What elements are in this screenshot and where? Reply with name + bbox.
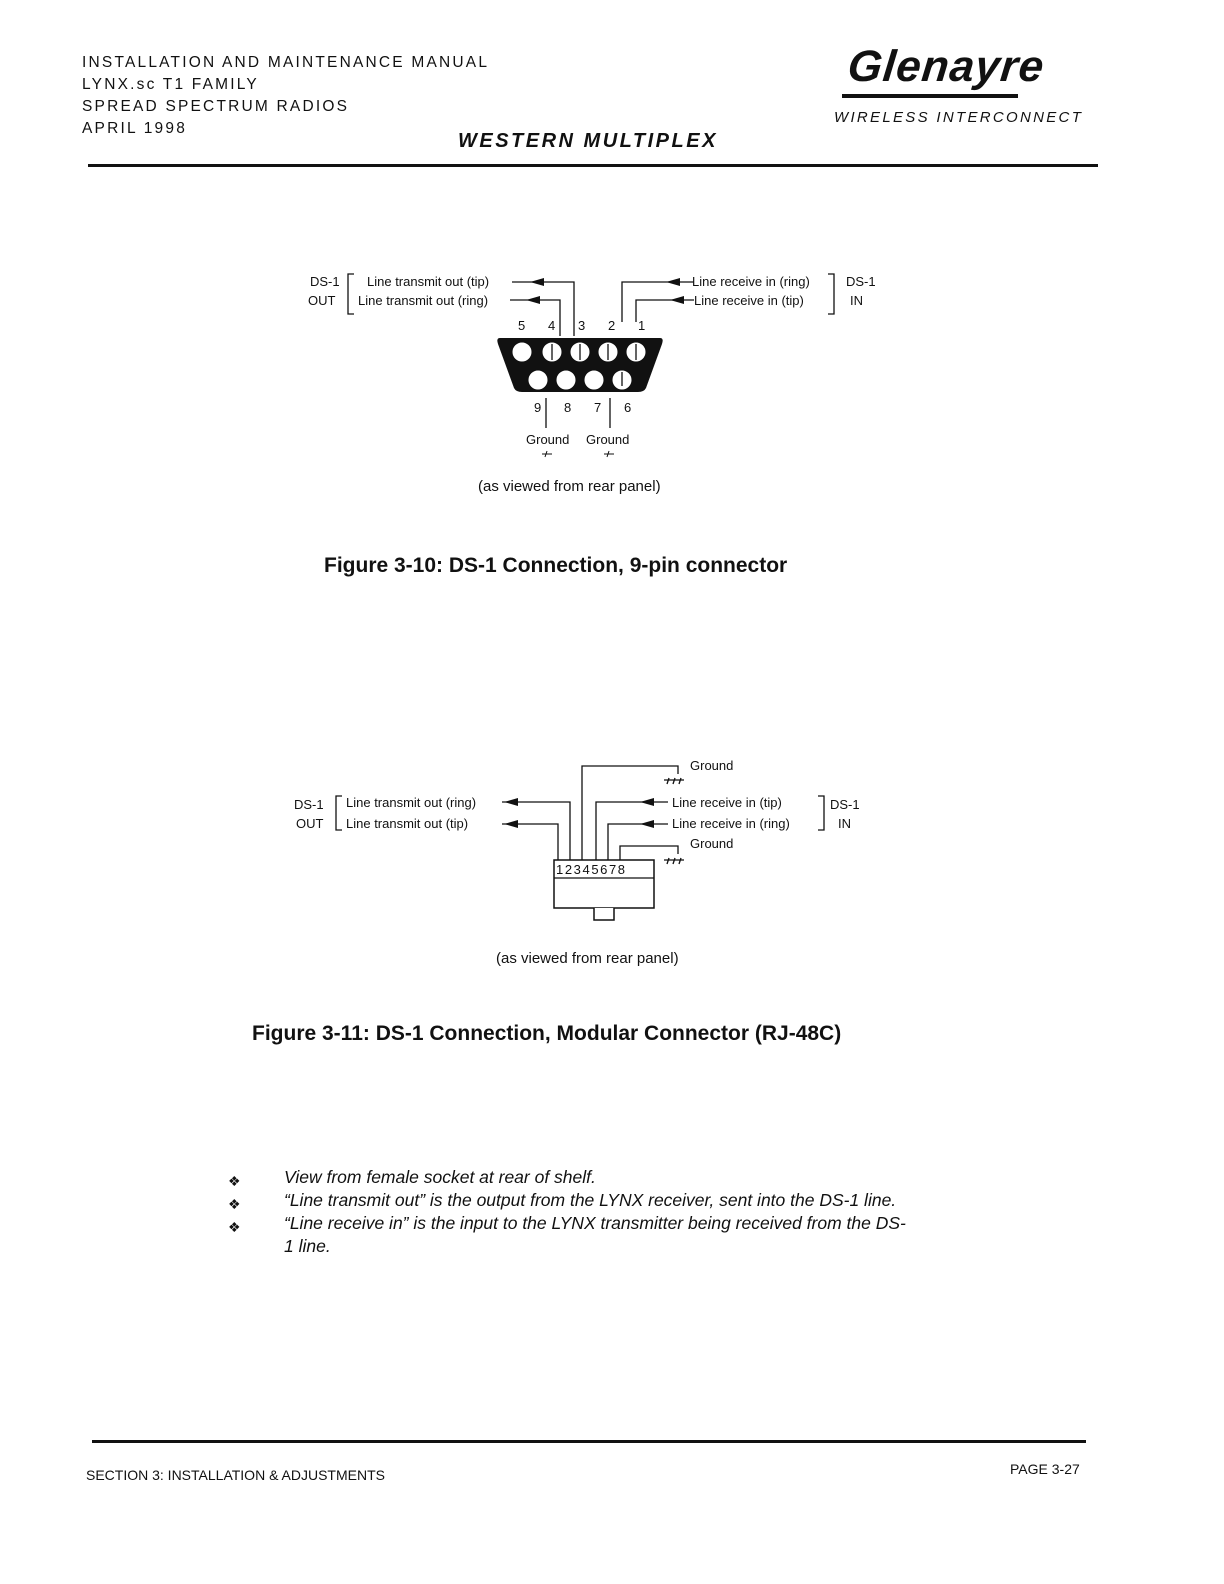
header-rule xyxy=(88,164,1098,167)
manual-header xyxy=(82,52,489,140)
figure-title: Figure 3-10: DS-1 Connection, 9-pin connector xyxy=(324,554,788,577)
ds1-in-label: DS-1 xyxy=(830,797,860,812)
arrow-icon xyxy=(666,278,680,286)
brand-underline xyxy=(842,94,1018,98)
pin-number: 2 xyxy=(608,318,616,333)
arrow-icon xyxy=(504,820,518,828)
ground-icon xyxy=(604,451,614,457)
note-text: “Line receive in” is the input to the LYNX transmitter being received from the DS-1 line. xyxy=(284,1213,906,1256)
wire xyxy=(502,824,558,862)
brand-logo: Glenayre xyxy=(845,42,1047,91)
header-line: APRIL 1998 xyxy=(82,120,188,137)
ds1-in-label: IN xyxy=(850,293,863,308)
list-item xyxy=(228,1166,908,1189)
footer-rule xyxy=(92,1440,1086,1443)
bracket xyxy=(336,796,342,830)
rx-tip-label: Line receive in (tip) xyxy=(694,293,804,308)
bracket xyxy=(828,274,834,314)
pin-number: 5 xyxy=(518,318,526,333)
ds1-out-label: DS-1 xyxy=(294,797,324,812)
jack-tab xyxy=(594,908,614,920)
header-line: INSTALLATION AND MAINTENANCE MANUAL xyxy=(82,54,490,71)
bullet-icon: ❖ xyxy=(228,1196,241,1212)
tx-ring-label: Line transmit out (ring) xyxy=(358,293,489,308)
note-text: “Line transmit out” is the output from the LYNX receiver, sent into the DS-1 line. xyxy=(284,1190,897,1210)
list-item xyxy=(228,1189,908,1212)
pin-number: 4 xyxy=(548,318,556,333)
bracket xyxy=(818,796,824,830)
page-number: PAGE 3-27 xyxy=(1010,1461,1080,1477)
wire xyxy=(596,802,668,862)
list-item xyxy=(228,1212,908,1258)
tx-tip-label: Line transmit out (tip) xyxy=(367,274,490,289)
header-line: LYNX.sc T1 FAMILY xyxy=(82,76,259,93)
arrow-icon xyxy=(640,820,654,828)
pin-number: 6 xyxy=(624,400,632,415)
ds1-out-label: OUT xyxy=(296,816,324,831)
arrow-icon xyxy=(526,296,540,304)
ground-label: Ground xyxy=(586,432,630,447)
arrow-icon xyxy=(670,296,684,304)
pin-socket xyxy=(512,342,532,362)
ground-label: Ground xyxy=(690,758,734,773)
ground-label: Ground xyxy=(690,836,734,851)
figure-caption: (as viewed from rear panel) xyxy=(496,950,679,967)
ds1-in-label: IN xyxy=(838,816,851,831)
pin-number: 9 xyxy=(534,400,542,415)
bullet-icon: ❖ xyxy=(228,1173,241,1189)
pin-socket xyxy=(556,370,576,390)
company-name: WESTERN MULTIPLEX xyxy=(458,130,718,152)
rj48c-diagram xyxy=(280,752,900,932)
pin-socket xyxy=(528,370,548,390)
pin-number: 8 xyxy=(564,400,572,415)
pin-numbers: 12345678 xyxy=(556,862,627,877)
ds1-out-label: DS-1 xyxy=(310,274,340,289)
nine-pin-diagram xyxy=(290,262,910,462)
bracket xyxy=(348,274,354,314)
pin-number: 1 xyxy=(638,318,646,333)
section-label: SECTION 3: INSTALLATION & ADJUSTMENTS xyxy=(86,1467,385,1483)
rx-ring-label: Line receive in (ring) xyxy=(692,274,810,289)
pin-number: 7 xyxy=(594,400,602,415)
ground-icon xyxy=(664,858,684,864)
wire xyxy=(502,802,570,862)
ds1-in-label: DS-1 xyxy=(846,274,876,289)
figure-title: Figure 3-11: DS-1 Connection, Modular Connector (RJ-48C) xyxy=(252,1022,842,1045)
bullet-icon: ❖ xyxy=(228,1219,241,1235)
tx-ring-label: Line transmit out (ring) xyxy=(346,795,477,810)
rx-tip-label: Line receive in (tip) xyxy=(672,795,782,810)
header-line: SPREAD SPECTRUM RADIOS xyxy=(82,98,350,115)
ground-label: Ground xyxy=(526,432,570,447)
arrow-icon xyxy=(640,798,654,806)
rx-ring-label: Line receive in (ring) xyxy=(672,816,790,831)
arrow-icon xyxy=(504,798,518,806)
brand-subtitle: WIRELESS INTERCONNECT xyxy=(834,109,1084,126)
ds1-out-label: OUT xyxy=(308,293,336,308)
note-text: View from female socket at rear of shelf. xyxy=(284,1167,596,1187)
wire xyxy=(608,824,668,862)
figure-caption: (as viewed from rear panel) xyxy=(478,478,661,495)
ground-icon xyxy=(664,778,684,784)
notes-list xyxy=(228,1166,908,1258)
tx-tip-label: Line transmit out (tip) xyxy=(346,816,469,831)
pin-socket xyxy=(584,370,604,390)
pin-number: 3 xyxy=(578,318,586,333)
arrow-icon xyxy=(530,278,544,286)
ground-icon xyxy=(542,451,552,457)
